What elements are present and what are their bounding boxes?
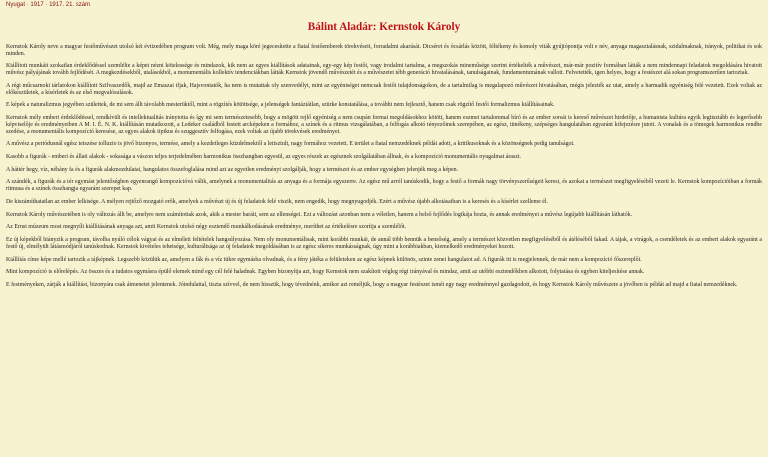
article-paragraph: Kiállítás címe képe mellé tartozik a tájképnek. Legszebb közülük az, amelyen a fák és a víz tükre egymásba olvadnak, és a fény játéka a felületeken az egész képnek különös, szinte zenei hangulatot ad. A figurák itt is megjelennek, de már nem a kompozíció főszereplői. [6, 256, 642, 263]
article-paragraph: A régi műcsarnoki tárlatokon kiállított Szilvaszedők, majd az Emaszai ifjak, Hajsvontatók, ha nem is mutattak oly szenvedélyt, mint az egyéniséget nemcsak festői tulajdonságokon, de a tartalmilag is megalapozó művészet hivatásában, mégis jelezték az utat, amely a harmadik egyéniség felé vezetett. Ezek voltak az előkészületek, a kísérletek és az első megvalósulások. [6, 82, 762, 96]
article-paragraph: A háttér hegy, víz, néhány fa és a figurák alakmozdulatai, hangulatos összefoglalása mind azt az egyetlen eredményt szolgálják, hogy a természet és az ember egységben jelenjék meg a képen. [6, 166, 459, 173]
article-paragraph: Kernstok Károly művészetében is oly változás állt be, amelyre nem számítottak azok, akik a mester baráti, sem az ellenségei. Ezt a változást azonban nem a véletlen, hanem a belső fejlődés logikája hozta, és annak eredményei a művész legújabb kiállításán láthatók. [6, 211, 633, 218]
article-paragraph: E festményeken, zárják a kiállítást, bizonyára csak átmenetet jelentenek. Jóindulattal, tiszta szívvel, de nem hisszük, hogy tévednénk, amikor azt reméljük, hogy a magyar festészet ismét egy nagy eredménnyel gazdagodott, és hogy Kernstok Károly művészete a jövőben is példát ad majd a fiatal nemzedéknek. [6, 281, 738, 288]
article-paragraph: Ez új képekből hiányzik a program, távolba nyúló célok vágyai és az elméleti feltételek hangsúlyozása. Nem oly monumentálisak, mint korábbi munkái, de annál több bennük a bensőség, amely a természet közvetlen megfigyeléséből és átéléséből fakad. A tájak, a virágok, a csendéletek és az emberi alakok egyaránt a festő új, elmélyült látásmódjáról tanúskodnak. Kernstok kivételes tehetsége, kulturáltsága az új feladatok megoldásában is az egész sikeres munkásságnak, úgy mint a korábbiakban, kiemelkedő eredményeket hozott. [6, 237, 762, 250]
breadcrumb-separator: · [26, 2, 29, 8]
article-paragraph: Kasobb a figurák - emberi és állati alakok - sokasága a vászon teljes terjedelmében harmonikus összhangban egyesül, az egyes részek az egésznek szolgálatában állnak, és a kompozíció monumentális nyugalmat áraszt. [6, 154, 521, 161]
breadcrumb-year-link[interactable]: 1917 [30, 2, 44, 8]
article-paragraph: Mint kompozíció is előrelépés. Az összes és a tudatos egymásra épülő elemek mind egy cél felé haladnak. Egyben bizonyítja azt, hogy Kernstok nem szakított végleg régi irányával és mindaz, amit az utóbbi esztendőkben alkotott, folytatása és egyben kiteljesítése annak. [6, 269, 645, 276]
article-paragraph: Az Ernst múzeum most megnyílt kiállításának anyaga azt, amit Kernstok utolsó négy esztendő munkálkodásának eredménye, meríthet az értékelésre szorítja a szemlélőt. [6, 224, 407, 231]
article-title: Bálint Aladár: Kernstok Károly [307, 21, 461, 33]
article-paragraph: Kernstok Károly neve a magyar festőművészet utolsó két évtizedében program volt. Még, mely maga köré jegecesítette a fiatal festőemberek törekvéseit, forradalmi akarását. Dicséret és ócsárlás között, féltékeny és komoly viták gyújtópontja volt e név, anyaga magasztalásnak, szidalmaknak, irányok, politikai és sok minden. [6, 44, 762, 57]
breadcrumb-issue-link[interactable]: 1917. 21. szám [49, 2, 91, 8]
article-paragraph: A művész a periódusnál egész tetszése tolluzio is jövő bizonyos, termése, amely a kezdetleges küzdelmektől a letisztult, nagy formához vezetett. E terület a fiatal nemzedéknek példát adott, a kritikusoknak és a közönségnek pedig tanulságot. [6, 141, 575, 148]
article-paragraph: E képek a naturalizmus jegyében születtek, de mi sem állt távolabb mesterüktől, mint a rögzítés kötöttsége, a jelenségek fantáziátlan, szürke konstatálása, a további nem fejlesztő, hanem csak rögzítő festői formalizmus kiállításainak. [6, 102, 555, 109]
breadcrumb-separator: · [45, 2, 48, 8]
article-paragraph: Kiállított munkáit szokatlan érdeklődéssel szemlélte a képet nézni kötelessége és mindazok, kik nem az egyes kiállítások adatainak, egy-egy kép festői, vagy irodalmi tartalma, a megszokás mineműsége szerint értékelték a művészet, már-már pozitív formában látták a nem mindennapi feladatok megoldására hivatott művész pályájának tovább fejlődését. A megkezdésekből, utalásokból, a monumentális kollektív tendenciákban látták Kernstok jövendő művészetét és a művészetet tébb generáció hivatalásának, tanulságainak, fundamentumának vallott. Felvetették, igen helyes, hogy a festészet alá sokan programszerűen tartoztak. [6, 63, 762, 77]
article-body [0, 44, 768, 289]
article-paragraph: A szándék, a figurák és a tér egymást jelentőségben egyenrangú kompozícióvá válik, amelynek a monumentalitás az anyaga és a formája egyszerre. Az egész mű arról tanúskodik, hogy a festő a formák nagy törvényszerűségeit keresi, és azokat a természet megfigyeléséből vezeti le. Kernstok kompozícióiban a formák ritmusa és a színek összhangja egyaránt szerepet kap. [6, 179, 762, 193]
article-paragraph: Kernstok mély emberi érdeklődéssel, rendkívüli és intellektualitás iránytotta és így mi sem természetesebb, hogy a mögött rejlő egyéniség a nem csupán formai megoldásokhoz kötött, hanem eszmei tartalommal bíró és az ember sorsát is kereső művészet hirdetője, a humanista kultúra egyik legtisztább és legerősebb képviselője és eredményeiben A M. I. É. N. K. kiállításán mutatkozott, a Ledeker családból festett arcképeken a formához, a színek és a ritmus vizsgálatában, a felfogás alkotó tényezőinek szerepében, az egész, tünékeny, szépséges hangulatában egyaránt kifejezésre jutott. A vonalak és a tömegek harmonikus rendbe szedése, a monumentális kompozíció keresése, az egyes alakok tipikus és szuggesztív felfogása, ezek voltak az újabb törekvések eredményei. [6, 115, 762, 135]
breadcrumb [0, 0, 768, 10]
article-paragraph: De kiszámíthatatlan az ember lelkisége. A mélyen rejtőző mozgató erők, amelyek a művészt új és új feladatok felé viszik, nem engedik, hogy megnyugodjék. Ezért a művész újabb alkotásaiban is a keresés és a kísérlet szelleme él. [6, 198, 549, 205]
breadcrumb-journal-link[interactable]: Nyugat [6, 2, 26, 8]
